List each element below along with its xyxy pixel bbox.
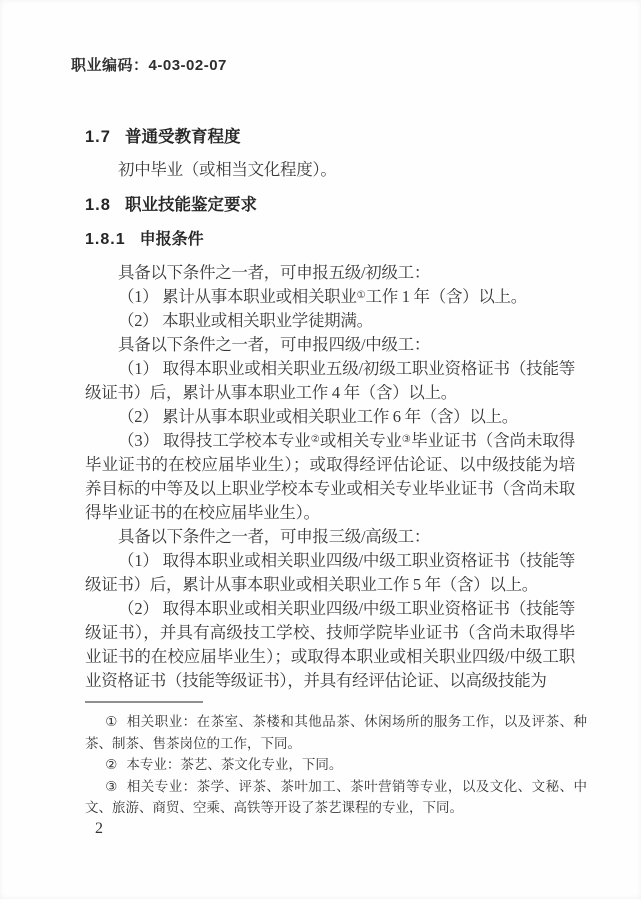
page-number: 2 (95, 820, 103, 837)
footnote-marker: ① (105, 714, 118, 729)
footnotes (85, 711, 587, 819)
body-paragraph: （2） 累计从事本职业或相关职业工作 6 年（含）以上。 (118, 407, 518, 426)
section-title: 申报条件 (139, 231, 204, 248)
footnote: ② 本专业：茶艺、茶文化专业，下同。 (105, 757, 343, 772)
body-paragraph: （1） 累计从事本职业或相关职业①工作 1 年（含）以上。 (118, 287, 527, 306)
occupation-code (71, 54, 227, 75)
body-paragraph: 具备以下条件之一者，可申报四级/中级工： (118, 335, 431, 354)
occupation-code-value: 4-03-02-07 (148, 57, 227, 74)
section-number: 1.7 (85, 128, 111, 146)
body-paragraph: （1） 取得本职业或相关职业四级/中级工职业资格证书（技能等级证书）后，累计从事本职业或相关职业工作 5 年（含）以上。 (85, 551, 575, 594)
footnote-reference-mark: ① (356, 290, 366, 301)
body-paragraph: 具备以下条件之一者，可申报三级/高级工： (118, 527, 431, 546)
section-number: 1.8.1 (85, 231, 126, 248)
footnote-marker: ③ (105, 778, 118, 794)
body-paragraph: （2） 本职业或相关职业学徒期满。 (118, 311, 373, 330)
footnote: ① 相关职业：在茶室、茶楼和其他品茶、休闲场所的服务工作，以及评茶、种茶、制茶、售茶岗位的工作，下同。 (85, 714, 587, 751)
section-heading-1.8.1 (85, 229, 575, 251)
section-title: 普通受教育程度 (124, 128, 241, 146)
document-sections (85, 124, 587, 819)
section-heading-1.7 (85, 126, 575, 148)
body-paragraph: 初中毕业（或相当文化程度）。 (118, 160, 337, 179)
section-heading-1.8 (85, 194, 575, 216)
body-paragraph: （3） 取得技工学校本专业②或相关专业③毕业证书（含尚未取得毕业证书的在校应届毕业生）；或取得经评估论证、以中级技能为培养目标的中等及以上职业学校本专业或相关专业毕业证书（含尚未取得毕业证书的在校应届毕业生）。 (85, 431, 575, 522)
body-paragraph: 具备以下条件之一者，可申报五级/初级工： (118, 263, 431, 282)
section-title: 职业技能鉴定要求 (124, 196, 257, 214)
footnote-reference-mark: ② (310, 434, 320, 445)
footnote-marker: ② (105, 757, 118, 772)
footnote-reference-mark: ③ (401, 434, 412, 445)
footnote: ③ 相关专业：茶学、评茶、茶叶加工、茶叶营销等专业，以及文化、文秘、中文、旅游、商贸、空乘、高铁等开设了茶艺课程的专业，下同。 (85, 778, 587, 815)
body-paragraph: （1） 取得本职业或相关职业五级/初级工职业资格证书（技能等级证书）后，累计从事本职业工作 4 年（含）以上。 (85, 359, 575, 402)
body-paragraph: （2） 取得本职业或相关职业四级/中级工职业资格证书（技能等级证书），并具有高级技工学校、技师学院毕业证书（含尚未取得毕业证书的在校应届毕业生）；或取得本职业或相关职业四级/中级工职业资格证书（技能等级证书），并具有经评估论证、以高级技能为 (85, 599, 575, 690)
section-number: 1.8 (85, 196, 111, 214)
occupation-code-label: 职业编码： (71, 57, 149, 74)
footnote-divider (85, 701, 203, 703)
